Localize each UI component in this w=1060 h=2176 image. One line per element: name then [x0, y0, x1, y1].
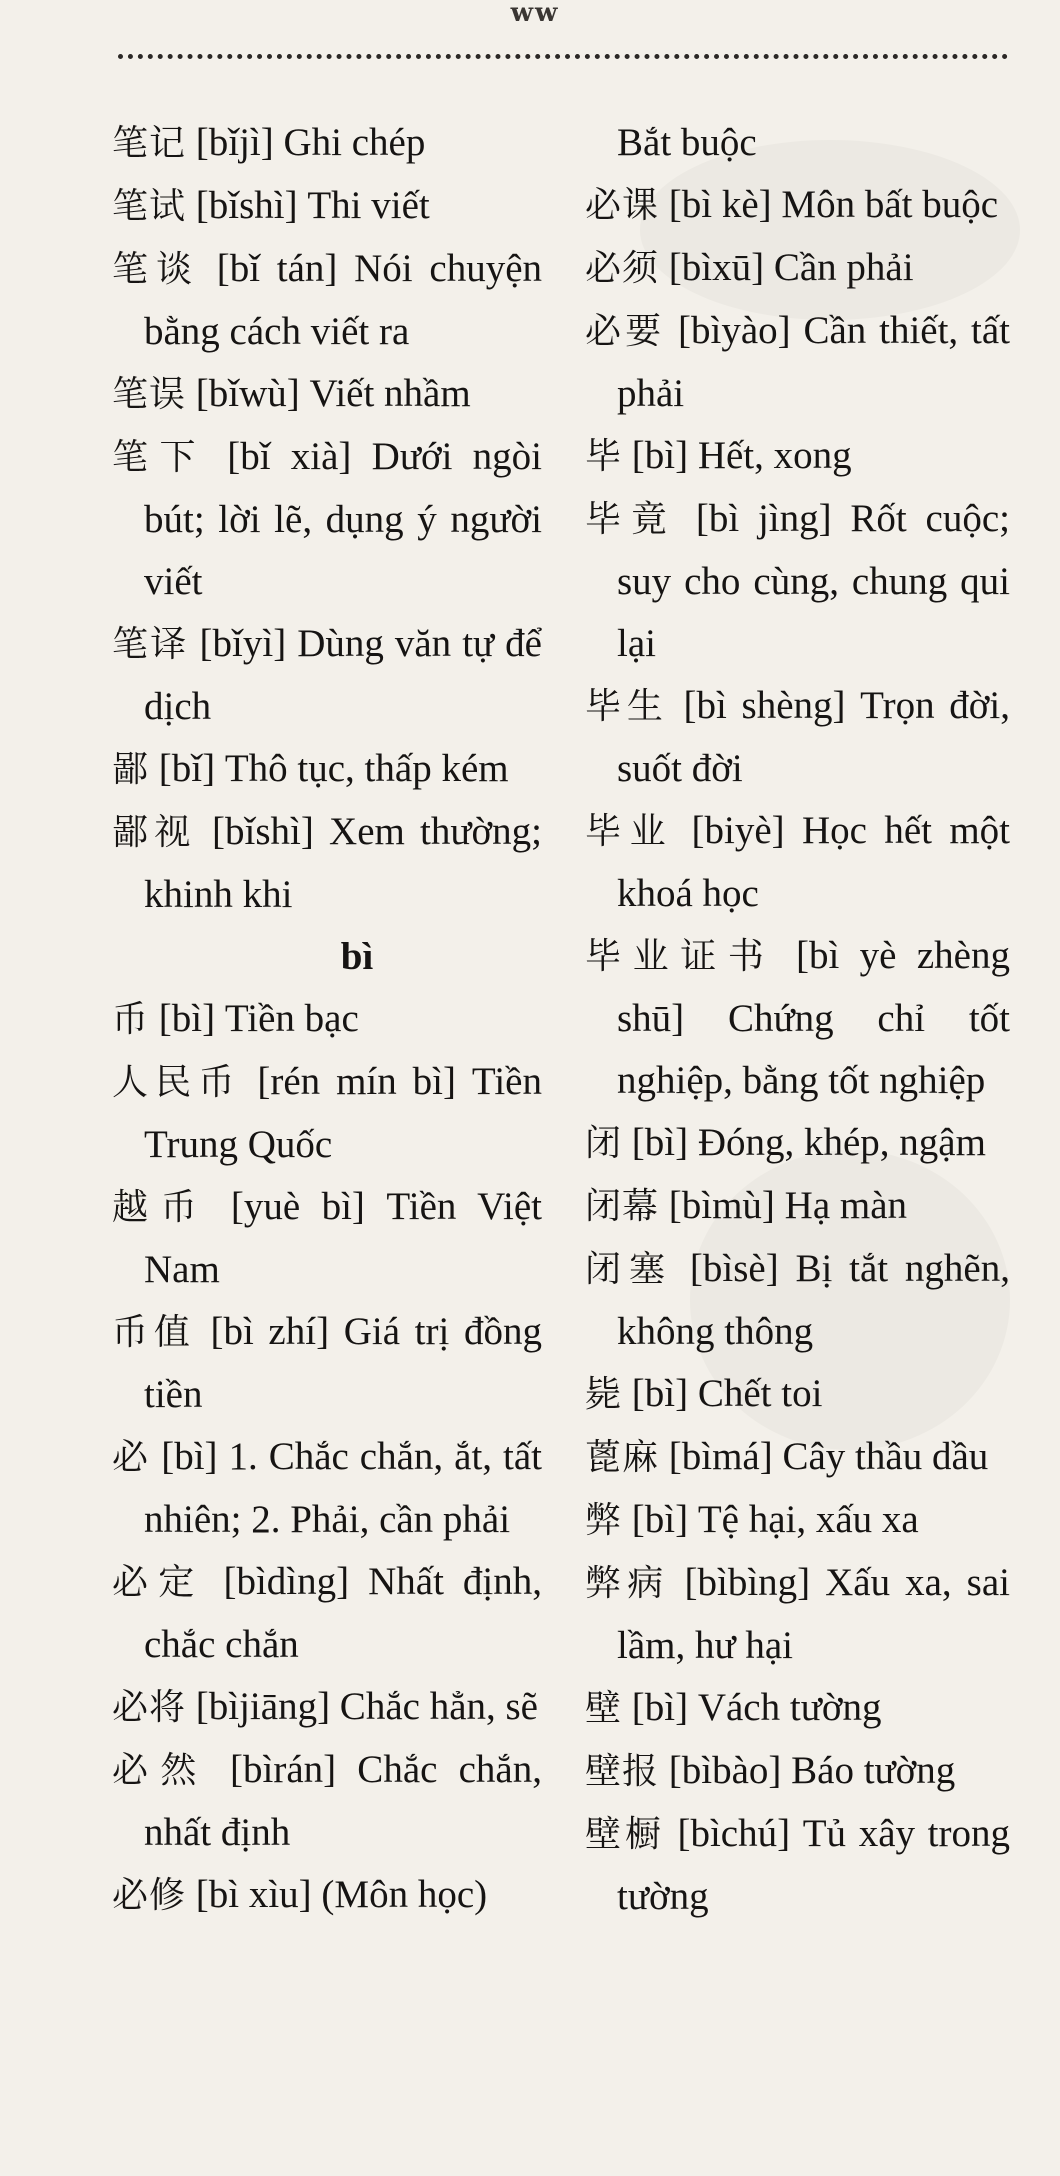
dictionary-entry	[585, 1740, 1010, 1803]
dictionary-entry	[585, 1677, 1010, 1740]
definition: [bì] Chết toi	[622, 1372, 823, 1415]
headword: 币值	[112, 1312, 196, 1353]
page-number: ww	[510, 0, 560, 28]
headword: 弊病	[585, 1563, 670, 1604]
header-dotted-rule	[118, 54, 1008, 59]
entry-continuation: Bắt buộc	[617, 121, 757, 164]
definition: [biyè] Học hết một khoá học	[617, 809, 1010, 915]
dictionary-entry	[585, 488, 1010, 675]
definition: [bìchú] Tủ xây trong tường	[617, 1812, 1010, 1918]
definition: [bìyào] Cần thiết, tất phải	[617, 309, 1010, 415]
definition: [bǐjì] Ghi chép	[186, 121, 426, 164]
headword: 毕业	[585, 811, 675, 852]
definition: [bì xìu] (Môn học)	[186, 1873, 488, 1916]
definition: [bìdìng] Nhất định, chắc chắn	[144, 1560, 542, 1666]
dictionary-entry	[112, 238, 542, 363]
headword: 笔试	[112, 186, 187, 227]
headword: 越币	[112, 1187, 210, 1228]
dictionary-entry	[585, 1363, 1010, 1426]
dictionary-entry	[585, 1489, 1010, 1552]
dictionary-entry	[112, 801, 542, 926]
headword: 壁橱	[585, 1814, 665, 1855]
definition: [bì shèng] Trọn đời, suốt đời	[617, 684, 1010, 790]
definition: [bìsè] Bị tắt nghẽn, không thông	[617, 1247, 1010, 1353]
dictionary-entry	[112, 613, 542, 738]
headword: 必课	[585, 185, 660, 226]
headword: 必定	[112, 1562, 205, 1603]
headword: 必要	[585, 311, 666, 352]
headword: 毕竟	[585, 499, 678, 540]
headword: 弊	[585, 1500, 623, 1541]
right-column	[585, 112, 1010, 1928]
headword: 鄙	[112, 749, 150, 790]
section-heading: bì	[340, 935, 374, 978]
headword: 壁报	[585, 1751, 660, 1792]
definition: [bìrán] Chắc chắn, nhất định	[144, 1748, 542, 1854]
dictionary-entry	[585, 675, 1010, 800]
definition: [bǐshì] Xem thường; khinh khi	[144, 810, 542, 916]
dictionary-entry	[112, 112, 542, 175]
definition: [bì] Hết, xong	[622, 434, 852, 477]
dictionary-entry	[585, 1175, 1010, 1238]
headword: 必修	[112, 1875, 187, 1916]
headword: 笔谈	[112, 249, 200, 290]
headword: 闭塞	[585, 1249, 674, 1290]
definition: [bǐshì] Thi viết	[186, 184, 430, 227]
dictionary-entry	[112, 426, 542, 613]
definition: [bǐyì] Dùng văn tự để dịch	[144, 622, 542, 728]
dictionary-entry	[112, 175, 542, 238]
definition: [yuè bì] Tiền Việt Nam	[144, 1185, 542, 1291]
definition: [bì] Tiền bạc	[149, 997, 359, 1040]
dictionary-entry	[585, 1426, 1010, 1489]
dictionary-entry	[585, 300, 1010, 425]
dictionary-entry	[112, 1864, 542, 1927]
headword: 必须	[585, 248, 660, 289]
definition: [bǐ tán] Nói chuyện bằng cách viết ra	[144, 247, 542, 353]
dictionary-entry	[112, 1739, 542, 1864]
dictionary-entry	[112, 988, 542, 1051]
dictionary-entry	[112, 1176, 542, 1301]
definition: [bì] Vách tường	[622, 1686, 882, 1729]
dictionary-entry	[585, 174, 1010, 237]
headword: 必	[112, 1437, 151, 1478]
headword: 笔记	[112, 123, 187, 164]
dictionary-entry	[585, 425, 1010, 488]
headword: 笔译	[112, 624, 189, 665]
headword: 毕生	[585, 686, 669, 727]
dictionary-entry	[585, 1552, 1010, 1677]
dictionary-entry	[585, 1803, 1010, 1928]
dictionary-entry	[112, 1676, 542, 1739]
definition: [bǐ xià] Dưới ngòi bút; lời lẽ, dụng ý người viết	[144, 435, 542, 603]
definition: [bì jìng] Rốt cuộc; suy cho cùng, chung qui lại	[617, 497, 1010, 665]
definition: [bǐ] Thô tục, thấp kém	[149, 747, 509, 790]
dictionary-entry	[112, 1051, 542, 1176]
definition: [bì yè zhèng shū] Chứng chỉ tốt nghiệp, bằng tốt nghiệp	[617, 934, 1010, 1102]
definition: [bì] 1. Chắc chắn, ắt, tất nhiên; 2. Phải, cần phải	[144, 1435, 542, 1541]
headword: 蓖麻	[585, 1437, 660, 1478]
headword: 笔下	[112, 437, 207, 478]
dictionary-entry	[585, 800, 1010, 925]
dictionary-entry	[112, 363, 542, 426]
definition: [bìjiāng] Chắc hẳn, sẽ	[186, 1685, 538, 1728]
headword: 人民币	[112, 1062, 242, 1103]
definition: [rén mín bì] Tiền Trung Quốc	[144, 1060, 542, 1166]
dictionary-entry	[585, 1238, 1010, 1363]
headword: 币	[112, 999, 150, 1040]
definition: [bì] Tệ hại, xấu xa	[622, 1498, 919, 1541]
dictionary-entry	[585, 1112, 1010, 1175]
definition: [bìxū] Cần phải	[659, 246, 914, 289]
definition: [bìbào] Báo tường	[659, 1749, 956, 1792]
dictionary-entry	[112, 1551, 542, 1676]
definition: [bǐwù] Viết nhầm	[186, 372, 471, 415]
definition: [bì kè] Môn bất buộc	[659, 183, 999, 226]
headword: 毙	[585, 1374, 623, 1415]
dictionary-entry	[585, 925, 1010, 1112]
headword: 壁	[585, 1688, 623, 1729]
headword: 毕	[585, 436, 623, 477]
dictionary-entry	[112, 738, 542, 801]
headword: 鄙视	[112, 812, 197, 853]
definition: [bìmù] Hạ màn	[659, 1184, 908, 1227]
headword: 闭	[585, 1123, 623, 1164]
left-column	[112, 112, 542, 1927]
definition: [bìmá] Cây thầu dầu	[659, 1435, 989, 1478]
headword: 闭幕	[585, 1186, 660, 1227]
headword: 必然	[112, 1750, 209, 1791]
dictionary-entry	[585, 237, 1010, 300]
dictionary-entry	[112, 1426, 542, 1551]
headword: 毕业证书	[585, 936, 776, 977]
definition: [bìbìng] Xấu xa, sai lầm, hư hại	[617, 1561, 1010, 1667]
definition: [bì] Đóng, khép, ngậm	[622, 1121, 986, 1164]
dictionary-entry	[112, 1301, 542, 1426]
headword: 笔误	[112, 374, 187, 415]
definition: [bì zhí] Giá trị đồng tiền	[144, 1310, 542, 1416]
headword: 必将	[112, 1687, 187, 1728]
